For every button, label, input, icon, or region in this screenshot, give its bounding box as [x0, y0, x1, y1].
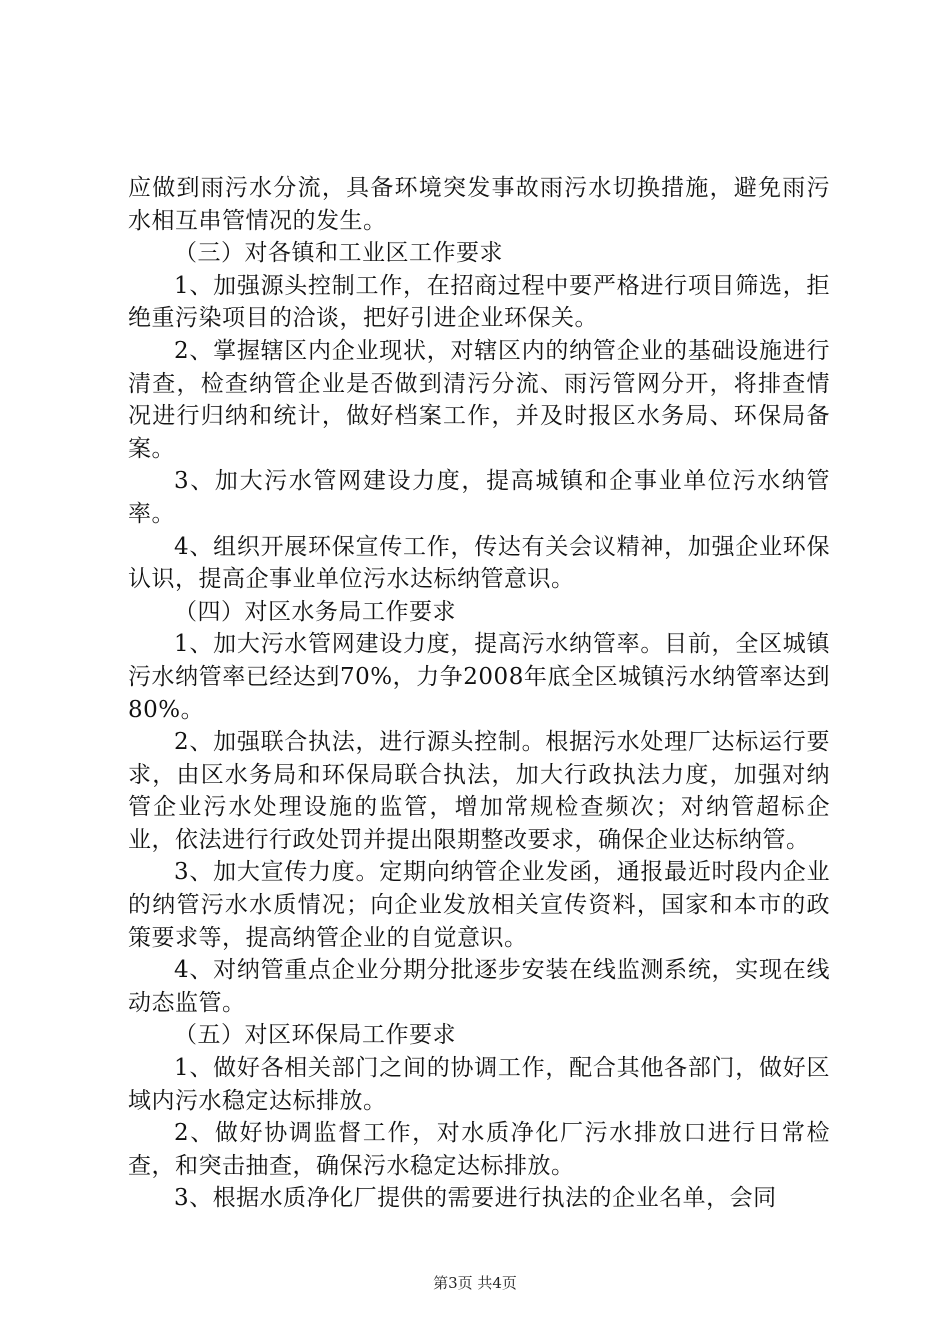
section-heading: （三）对各镇和工业区工作要求: [174, 240, 503, 267]
section-heading: （五）对区环保局工作要求: [174, 1022, 456, 1049]
document-body: [128, 172, 830, 1215]
paragraph: 3、根据水质净化厂提供的需要进行执法的企业名单，会同: [174, 1185, 777, 1212]
paragraph: 2、加强联合执法，进行源头控制。根据污水处理厂达标运行要求，由区水务局和环保局联合执法，加大行政执法力度，加强对纳管企业污水处理设施的监管，增加常规检查频次；对纳管超标企业，依法进行行政处罚并提出限期整改要求，确保企业达标纳管。: [128, 729, 830, 853]
paragraph: 3、加大宣传力度。定期向纳管企业发函，通报最近时段内企业的纳管污水水质情况；向企业发放相关宣传资料，国家和本市的政策要求等，提高纳管企业的自觉意识。: [128, 859, 830, 951]
paragraph: 应做到雨污水分流，具备环境突发事故雨污水切换措施，避免雨污水相互串管情况的发生。: [128, 175, 830, 234]
paragraph: 2、掌握辖区内企业现状，对辖区内的纳管企业的基础设施进行清查，检查纳管企业是否做到清污分流、雨污管网分开，将排查情况进行归纳和统计，做好档案工作，并及时报区水务局、环保局备案。: [128, 337, 830, 462]
paragraph: 2、做好协调监督工作，对水质净化厂污水排放口进行日常检查，和突击抽查，确保污水稳定达标排放。: [128, 1120, 830, 1179]
paragraph: 4、组织开展环保宣传工作，传达有关会议精神，加强企业环保认识，提高企事业单位污水达标纳管意识。: [128, 533, 830, 593]
paragraph: 1、加强源头控制工作，在招商过程中要严格进行项目筛选，拒绝重污染项目的洽谈，把好引进企业环保关。: [128, 272, 830, 332]
page-number-footer: 第3页 共4页: [433, 1274, 517, 1292]
section-heading: （四）对区水务局工作要求: [174, 598, 456, 625]
paragraph: 3、加大污水管网建设力度，提高城镇和企事业单位污水纳管率。: [128, 468, 830, 527]
paragraph: 1、做好各相关部门之间的协调工作，配合其他各部门，做好区域内污水稳定达标排放。: [128, 1055, 830, 1114]
paragraph: 1、加大污水管网建设力度，提高污水纳管率。目前，全区城镇污水纳管率已经达到70%，力争2008年底全区城镇污水纳管率达到80%。: [128, 631, 830, 723]
paragraph: 4、对纳管重点企业分期分批逐步安装在线监测系统，实现在线动态监管。: [128, 957, 830, 1016]
